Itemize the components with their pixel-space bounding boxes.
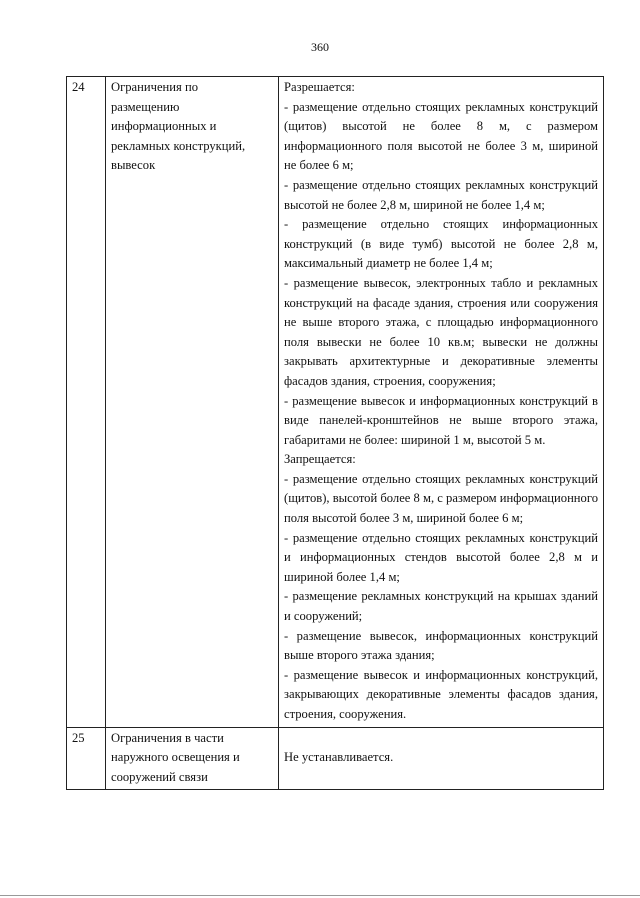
row-title-line: рекламных конструкций,	[111, 138, 246, 153]
description-paragraph: - размещение вывесок и информационных конструкций, закрывающих декоративные элементы фасадов здания, строения, сооружения.	[284, 667, 598, 721]
row-title-line: Ограничения в части	[111, 730, 224, 745]
row-title	[106, 727, 279, 790]
row-title-line: информационных и	[111, 119, 217, 134]
row-title-line: наружного освещения и	[111, 750, 240, 765]
scan-edge-divider	[0, 895, 640, 896]
description-paragraph: - размещение вывесок, электронных табло и рекламных конструкций на фасаде здания, строения или сооружения не выше второго этажа, с площадью информационного поля вывески не более 10 кв.м; вывески не должны закрывать архитектурные и декоративные элементы фасадов здания, строения, сооружения;	[284, 275, 598, 388]
row-description	[279, 77, 604, 728]
page-number: 360	[311, 40, 329, 54]
forbidden-heading: Запрещается:	[284, 452, 356, 467]
description-paragraph: - размещение рекламных конструкций на крышах зданий и сооружений;	[284, 589, 598, 624]
row-title-line: сооружений связи	[111, 769, 208, 784]
description-paragraph: - размещение отдельно стоящих рекламных конструкций (щитов) высотой не более 8 м, с размером информационного поля высотой не более 3 м, шириной не более 6 м;	[284, 99, 598, 173]
description-paragraph: - размещение вывесок, информационных конструкций выше второго этажа здания;	[284, 628, 598, 663]
description-paragraph: - размещение отдельно стоящих информационных конструкций (в виде тумб) высотой не более 2,8 м, максимальный диаметр не более 1,4 м;	[284, 217, 598, 271]
description-paragraph: - размещение вывесок и информационных конструкций в виде панелей-кронштейнов не выше второго этажа, габаритами не более: шириной 1 м, высотой 5 м.	[284, 393, 598, 447]
description-paragraph: - размещение отдельно стоящих рекламных конструкций высотой не более 2,8 м, шириной не более 1,4 м;	[284, 177, 598, 212]
table-row	[67, 77, 604, 728]
description-paragraph: - размещение отдельно стоящих рекламных конструкций (щитов), высотой более 8 м, с размером информационного поля высотой более 3 м, шириной более 6 м;	[284, 471, 598, 526]
regulations-table	[66, 76, 604, 790]
row-title-line: размещению	[111, 99, 180, 114]
row-title-line: вывесок	[111, 158, 156, 173]
table-row	[67, 727, 604, 790]
row-title	[106, 77, 279, 728]
row-description	[279, 727, 604, 790]
allowed-heading: Разрешается:	[284, 80, 355, 94]
row-title-line: Ограничения по	[111, 80, 199, 94]
description-paragraph: Не устанавливается.	[284, 749, 394, 764]
description-paragraph: - размещение отдельно стоящих рекламных конструкций и информационных стендов высотой более 2,8 м и шириной более 1,4 м;	[284, 530, 598, 584]
row-number: 25	[67, 727, 106, 790]
row-number: 24	[67, 77, 106, 728]
